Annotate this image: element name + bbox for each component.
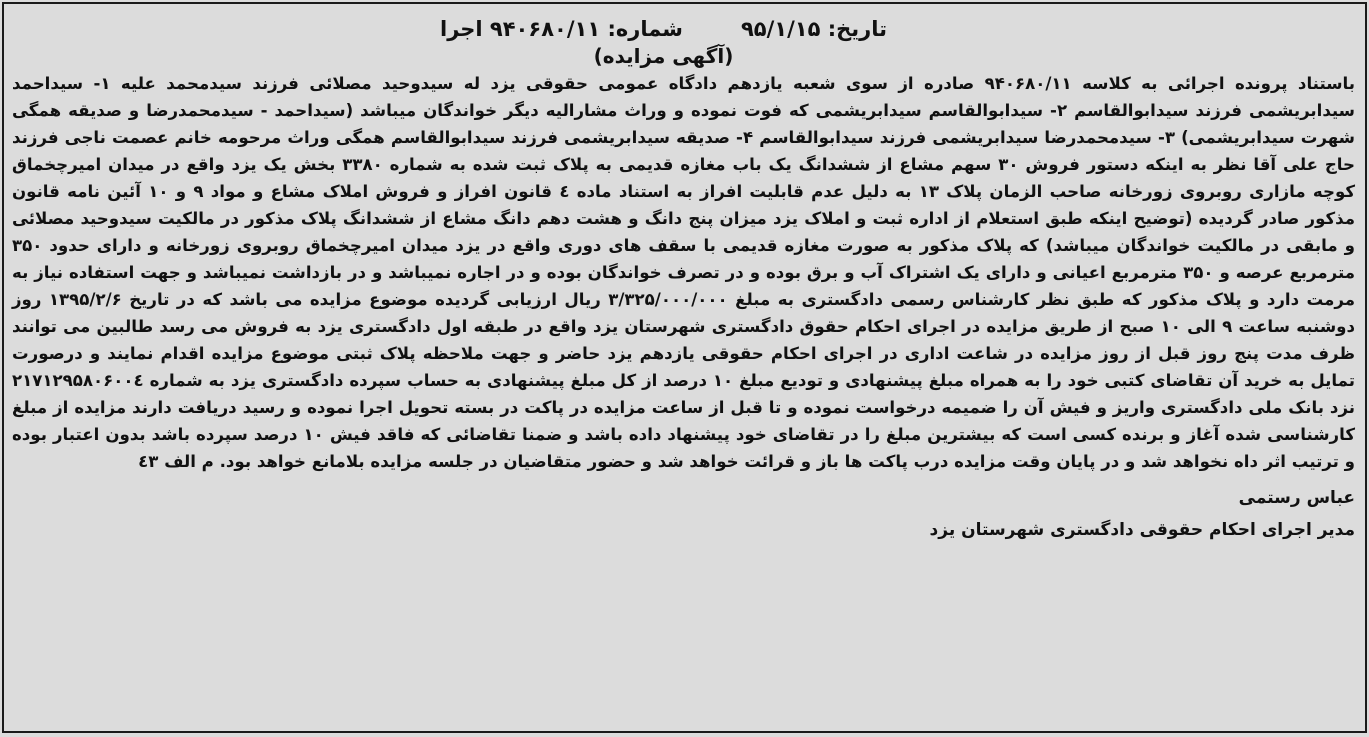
signer-title: مدیر اجرای احکام حقوقی دادگستری شهرستان یزد (929, 520, 1355, 540)
notice-date: تاریخ: ۹۵/۱/۱۵ (740, 17, 887, 41)
signer-name: عباس رستمی (1238, 488, 1355, 508)
auction-notice (12, 16, 1355, 543)
notice-body: باستناد پرونده اجرائی به کلاسه ۹۴۰۶۸۰/۱۱ صادره از سوی شعبه یازدهم دادگاه عمومی حقوقی یزد له سیدوحید مصلائی فرزند سیدمحمد علیه ۱- سیداحمد سیدابریشمی فرزند سیدابوالقاسم ۲- سیدابوالقاسم سیدابریشمی که فوت نموده و وراث مشارالیه دیگر خواندگان میباشد (سیداحمد - سیدمحمدرضا و صدیقه همگی شهرت سیدابریشمی) ۳- سیدمحمدرضا سیدابریشمی فرزند سیدابوالقاسم ۴- صدیقه سیدابریشمی فرزند سیدابوالقاسم همگی وراث مرحومه خانم عصمت ناجی فرزند حاج علی آقا نظر به اینکه دستور فروش ۳۰ سهم مشاع از ششدانگ یک باب مغازه قدیمی به پلاک ثبت شده به شماره ۳۳۸۰ بخش یک یزد واقع در میدان امیرچخماق کوچه مازاری روبروی زورخانه صاحب الزمان پلاک ۱۳ به دلیل عدم قابلیت افراز به استناد ماده ٤ قانون افراز و فروش املاک مشاع و مواد ۹ و ۱۰ آئین نامه قانون مذکور صادر گردیده (توضیح اینکه طبق استعلام از اداره ثبت و املاک یزد میزان پنج دانگ و هشت دهم دانگ مشاع از ششدانگ پلاک مذکور در مالکیت سیدوحید مصلائی و مابقی در مالکیت خواندگان میباشد) که پلاک مذکور به صورت مغازه قدیمی با سقف های دوری واقع در یزد میدان امیرچخماق روبروی زورخانه و دارای حدود ۳۵۰ مترمربع عرصه و ۳۵۰ مترمربع اعیانی و دارای یک اشتراک آب و برق بوده و در تصرف خواندگان بوده و در اجاره نمیباشد و در بازداشت نمیباشد و جهت استفاده نیاز به مرمت دارد و پلاک مذکور که طبق نظر کارشناس رسمی دادگستری به مبلغ ۳/۳۲۵/۰۰۰/۰۰۰ ریال ارزیابی گردیده موضوع مزایده می باشد که در تاریخ ۱۳۹۵/۲/۶ روز دوشنبه ساعت ۹ الی ۱۰ صبح از طریق مزایده در اجرای احکام حقوق دادگستری شهرستان یزد واقع در طبقه اول دادگستری یزد به فروش می رسد طالبین می توانند ظرف مدت پنج روز قبل از روز مزایده در شاعت اداری در اجرای احکام حقوقی یازدهم یزد حاضر و جهت ملاحظه پلاک ثبتی موضوع مزایده اقدام نمایند و درصورت تمایل به خرید آن تقاضای کتبی خود را به همراه مبلغ پیشنهادی و تودیع مبلغ ۱۰ درصد از کل مبلغ پیشنهادی به حساب سپرده دادگستری یزد به شماره ۲۱۷۱۲۹۵۸۰۶۰۰٤ نزد بانک ملی دادگستری واریز و فیش آن را ضمیمه درخواست نموده و تا قبل از ساعت مزایده در پاکت در بسته تحویل اجرا نموده و رسید دریافت دارند مزایده از مبلغ کارشناسی شده آغاز و برنده کسی است که بیشترین مبلغ را در تقاضای خود پیشنهاد داده باشد و ضمنا تقاضائی که فاقد فیش ۱۰ درصد سپرده باشد بدون اعتبار بوده و ترتیب اثر داه نخواهد شد و در پایان وقت مزایده درب پاکت ها باز و قرائت خواهد شد و حضور متقاضیان در جلسه مزایده بلامانع خواهد بود. م الف ٤۳ (12, 74, 1356, 471)
notice-header (12, 16, 1315, 42)
notice-signature (12, 485, 1355, 543)
notice-number: شماره: ۹۴۰۶۸۰/۱۱ اجرا (440, 17, 683, 41)
notice-heading: (آگهی مزایده) (593, 44, 734, 68)
